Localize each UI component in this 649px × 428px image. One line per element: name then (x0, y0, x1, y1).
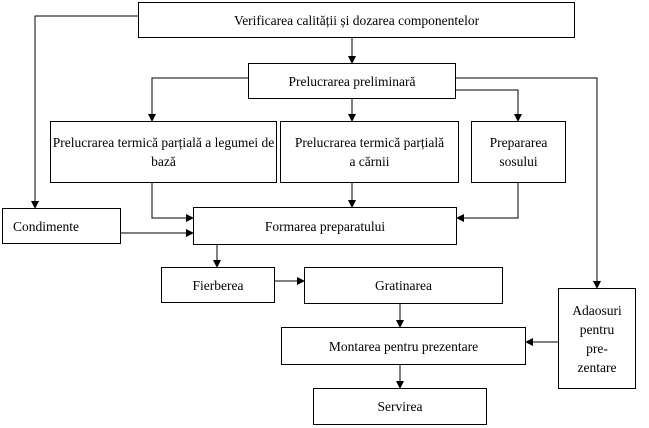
node-verificare-label: Verificarea calității și dozarea componentelor (233, 12, 480, 28)
node-adaosuri-label: Adaosuri pentru pre-zentare (572, 302, 622, 375)
node-fierbere-label: Fierberea (192, 277, 244, 293)
node-montare (281, 327, 526, 365)
node-gratinare (304, 267, 503, 304)
node-fierbere (161, 267, 275, 303)
node-prelucrare-preliminara (248, 63, 456, 99)
node-gratinare-label: Gratinarea (375, 278, 432, 293)
node-carne (280, 121, 459, 183)
node-montare-label: Montarea pentru prezentare (328, 338, 479, 354)
node-servire-label: Servirea (377, 399, 423, 414)
edge-prelucrare-sos (456, 90, 518, 121)
node-carne-label: Prelucrarea termică parțială a cărnii (294, 135, 445, 169)
node-verificare (138, 2, 575, 38)
node-condimente-label: Condimente (13, 218, 79, 234)
node-condimente (2, 208, 121, 244)
edge-prelucrare-legume (152, 78, 248, 121)
edge-sos-formare (457, 183, 518, 218)
node-legume-label: Prelucrarea termică parțială a legumei de bază (52, 135, 275, 169)
node-sos (471, 121, 566, 183)
edge-legume-formare (152, 183, 193, 218)
edge-prelucrare-adaosuri (456, 78, 597, 288)
node-formare (193, 207, 457, 245)
node-adaosuri (558, 288, 636, 389)
node-legume (50, 121, 277, 183)
node-servire (313, 388, 487, 425)
node-prelucrare-preliminara-label: Prelucrarea preliminară (288, 73, 416, 89)
node-formare-label: Formarea preparatului (264, 218, 386, 234)
node-sos-label: Prepararea sosului (489, 135, 548, 169)
